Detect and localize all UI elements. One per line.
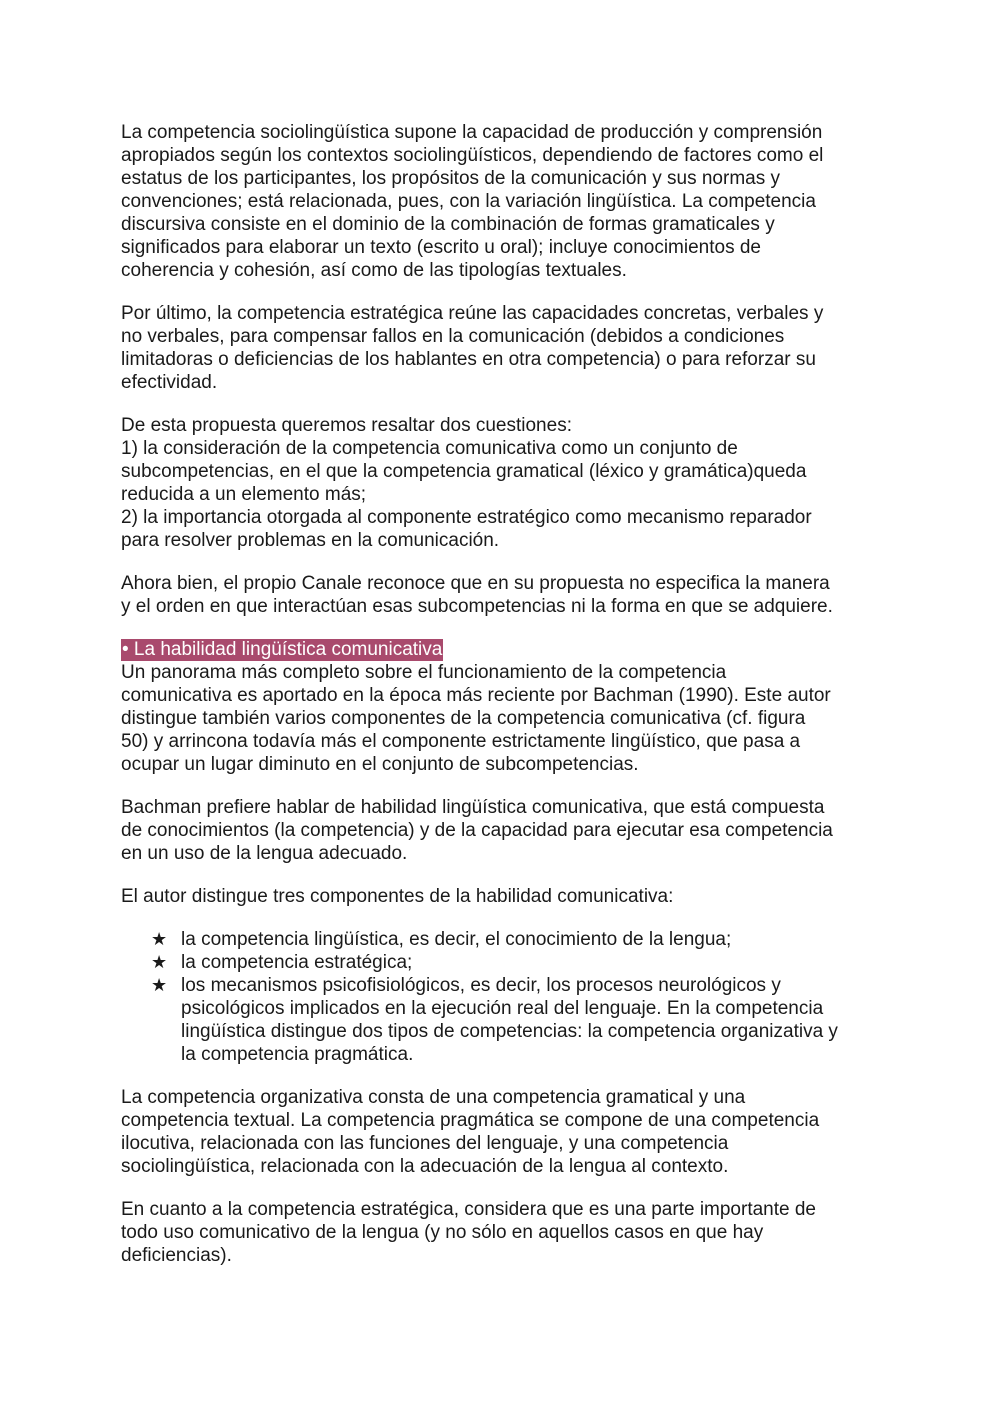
list-item-text: los mecanismos psicofisiológicos, es decir, los procesos neurológicos y psicológicos implicados en la ejecución real del lenguaje. En la competencia lingüística distingue dos tipos de competencias: la competencia organizativa y la competencia pragmática. xyxy=(181,975,838,1065)
star-icon: ★ xyxy=(151,929,168,950)
list-item xyxy=(121,974,883,1066)
paragraph-canale: Ahora bien, el propio Canale reconoce que en su propuesta no especifica la manera y el orden en que interactúan esas subcompetencias ni la forma en que se adquiere. xyxy=(121,573,833,617)
paragraph-strategic: Por último, la competencia estratégica reúne las capacidades concretas, verbales y no verbales, para compensar fallos en la comunicación (debidos a condiciones limitadoras o deficiencias de los hablantes en otra competencia) o para reforzar su efectividad. xyxy=(121,303,824,393)
list-item-text: la competencia lingüística, es decir, el conocimiento de la lengua; xyxy=(181,929,732,950)
paragraph-organizativa: La competencia organizativa consta de una competencia gramatical y una competencia textual. La competencia pragmática se compone de una competencia ilocutiva, relacionada con las funciones del lenguaje, y una competencia sociolingüística, relacionada con la adecuación de la lengua al contexto. xyxy=(121,1087,820,1177)
paragraph-sociolinguistic: La competencia sociolingüística supone la capacidad de producción y comprensión apropiados según los contextos sociolingüísticos, dependiendo de factores como el estatus de los participantes, los propósitos de la comunicación y sus normas y convenciones; está relacionada, pues, con la variación lingüística. La competencia discursiva consiste en el dominio de la combinación de formas gramaticales y significados para elaborar un texto (escrito u oral); incluye conocimientos de coherencia y cohesión, así como de las tipologías textuales. xyxy=(121,122,824,281)
section-heading-block xyxy=(121,638,883,661)
components-list xyxy=(121,928,883,1066)
star-icon: ★ xyxy=(151,975,168,996)
list-item-text: la competencia estratégica; xyxy=(181,952,413,973)
list-item xyxy=(121,928,883,951)
star-icon: ★ xyxy=(151,952,168,973)
paragraph-estrategica-final: En cuanto a la competencia estratégica, considera que es una parte importante de todo uso comunicativo de la lengua (y no sólo en aquellos casos en que hay deficiencias). xyxy=(121,1199,816,1266)
list-item xyxy=(121,951,883,974)
paragraph-two-questions: De esta propuesta queremos resaltar dos cuestiones: 1) la consideración de la competencia comunicativa como un conjunto de subcompetencias, en el que la competencia gramatical (léxico y gramática)queda reducida a un elemento más; 2) la importancia otorgada al componente estratégico como mecanismo reparador para resolver problemas en la comunicación. xyxy=(121,415,812,551)
document-page xyxy=(121,121,883,1287)
paragraph-three-components: El autor distingue tres componentes de la habilidad comunicativa: xyxy=(121,886,674,907)
paragraph-bachman-panorama: Un panorama más completo sobre el funcionamiento de la competencia comunicativa es aportado en la época más reciente por Bachman (1990). Este autor distingue también varios componentes de la competencia comunicativa (cf. figura 50) y arrincona todavía más el componente estrictamente lingüístico, que pasa a ocupar un lugar diminuto en el conjunto de subcompetencias. xyxy=(121,662,831,775)
paragraph-bachman-habilidad: Bachman prefiere hablar de habilidad lingüística comunicativa, que está compuesta de conocimientos (la competencia) y de la capacidad para ejecutar esa competencia en un uso de la lengua adecuado. xyxy=(121,797,833,864)
section-heading: • La habilidad lingüística comunicativa xyxy=(122,639,443,660)
